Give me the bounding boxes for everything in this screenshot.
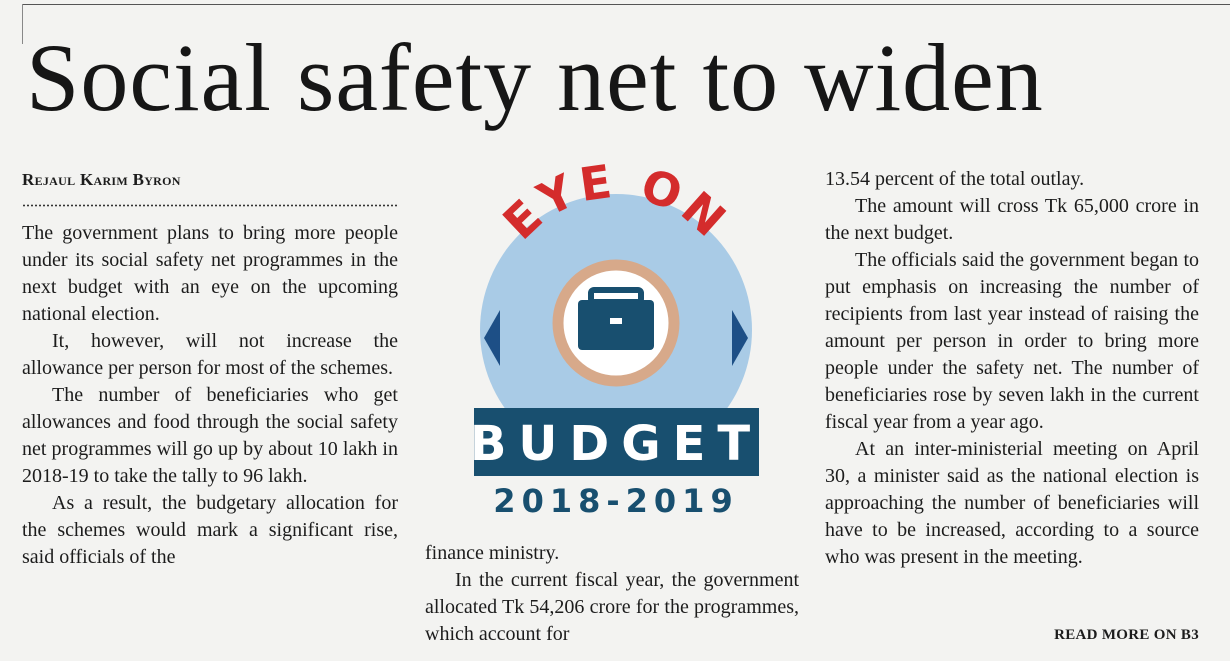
paragraph: finance ministry. (425, 542, 560, 564)
paragraph: The amount will cross Tk 65,000 crore in the next budget. (825, 195, 1199, 244)
paragraph: The government plans to bring more people under its social safety net programmes in the next budget with an eye on the upcoming national election. (22, 222, 398, 325)
left-rule (22, 4, 23, 44)
briefcase-icon (578, 290, 654, 350)
year-text: 2018-2019 (493, 482, 739, 520)
read-more-link[interactable]: READ MORE ON B3 (1054, 627, 1199, 643)
paragraph: As a result, the budgetary allocation for the schemes would mark a significant rise, said officials of the (22, 492, 398, 568)
byline: Rejaul Karim Byron (22, 170, 181, 189)
paragraph: The officials said the government began to put emphasis on increasing the number of recipients from last year instead of raising the amount per person in order to bring more people under the safety net. The number of beneficiaries rose by seven lakh in the current fiscal year from a year ago. (825, 249, 1199, 433)
paragraph: At an inter-ministerial meeting on April 30, a minister said as the national election is approaching the number of beneficiaries will have to be increased, according to a source who was present in the meeting. (825, 438, 1199, 568)
top-rule (22, 4, 1230, 5)
paragraph: The number of beneficiaries who get allowances and food through the social safety net programmes will go up by about 10 lakh in 2018-19 to take the tally to 96 lakh. (22, 384, 398, 487)
budget-text: BUDGET (469, 416, 763, 472)
paragraph: 13.54 percent of the total outlay. (825, 168, 1085, 190)
column-2 (425, 540, 799, 648)
eye-on-budget-logo (440, 160, 790, 530)
column-3 (825, 166, 1199, 571)
paragraph: It, however, will not increase the allowance per person for most of the schemes. (22, 330, 398, 379)
paragraph: In the current fiscal year, the government allocated Tk 54,206 crore for the programmes, which account for (425, 569, 799, 645)
arc-text-path: EYE ON (492, 160, 739, 250)
dotted-divider (22, 204, 398, 207)
column-1 (22, 220, 398, 571)
headline: Social safety net to widen (26, 24, 1044, 131)
